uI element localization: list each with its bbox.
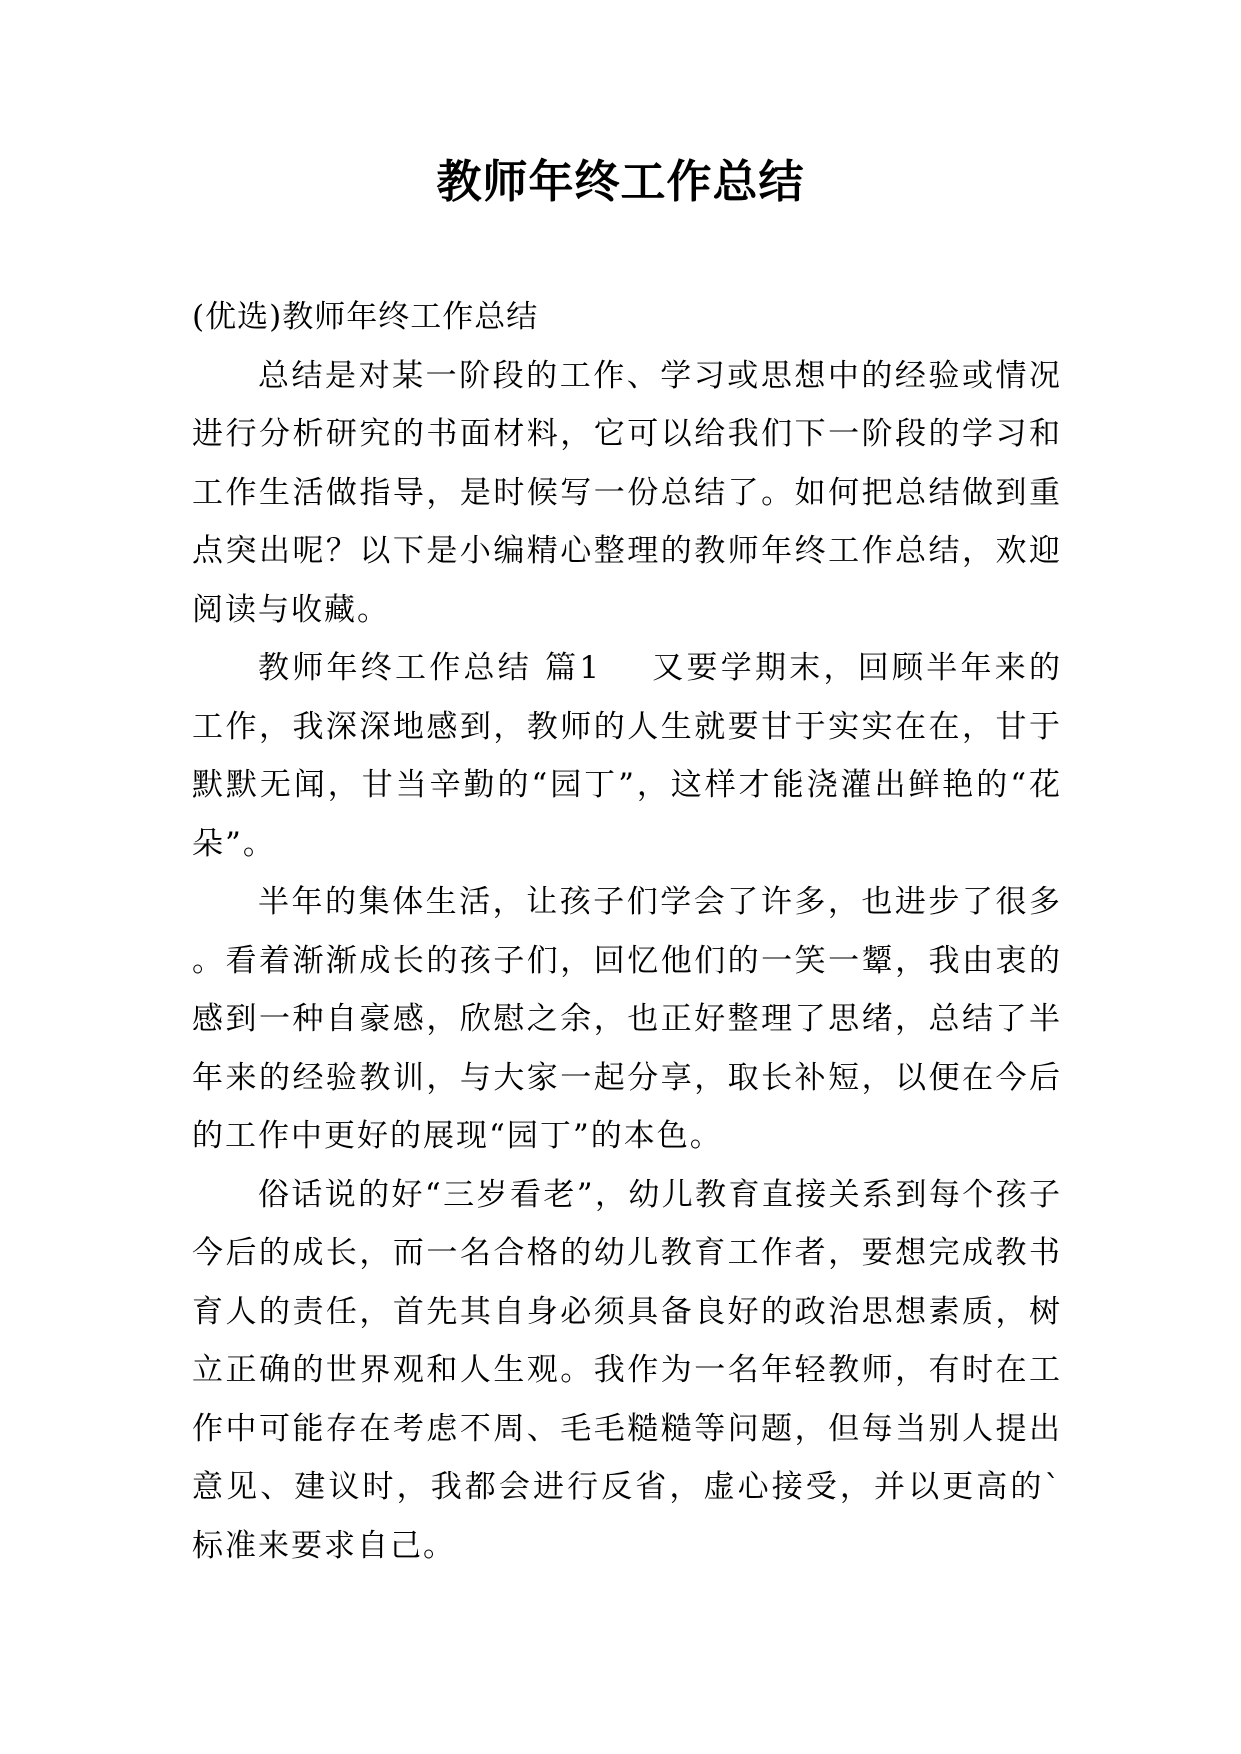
section-heading: 教师年终工作总结 篇1 bbox=[258, 650, 602, 686]
document-title: 教师年终工作总结 bbox=[436, 155, 805, 208]
body-paragraph-2: 半年的集体生活，让孩子们学会了许多，也进步了很多。看着渐渐成长的孩子们，回忆他们的一笑一颦，我由衷的感到一种自豪感，欣慰之余，也正好整理了思绪，总结了半年来的经验教训，与大家一起分享，取长补短，以便在今后的工作中更好的展现“园丁”的本色。 bbox=[192, 884, 1062, 1154]
section-paragraph bbox=[192, 639, 1062, 873]
intro-paragraph: 总结是对某一阶段的工作、学习或思想中的经验或情况进行分析研究的书面材料，它可以给我们下一阶段的学习和工作生活做指导，是时候写一份总结了。如何把总结做到重点突出呢？以下是小编精心整理的教师年终工作总结，欢迎阅读与收藏。 bbox=[192, 357, 1062, 628]
section-first-text: 又要学期末，回顾半年来的工作，我深深地感到，教师的人生就要甘于实实在在，甘于默默无闻，甘当辛勤的“园丁”，这样才能浇灌出鲜艳的“花朵”。 bbox=[192, 650, 1063, 862]
document-body bbox=[192, 288, 1062, 1575]
document-subtitle: (优选)教师年终工作总结 bbox=[192, 299, 539, 335]
body-paragraph-3: 俗话说的好“三岁看老”，幼儿教育直接关系到每个孩子今后的成长，而一名合格的幼儿教育工作者，要想完成教书育人的责任，首先其自身必须具备良好的政治思想素质，树立正确的世界观和人生观。我作为一名年轻教师，有时在工作中可能存在考虑不周、毛毛糙糙等问题，但每当别人提出意见、建议时，我都会进行反省，虚心接受，并以更高的`标准来要求自己。 bbox=[192, 1176, 1062, 1564]
